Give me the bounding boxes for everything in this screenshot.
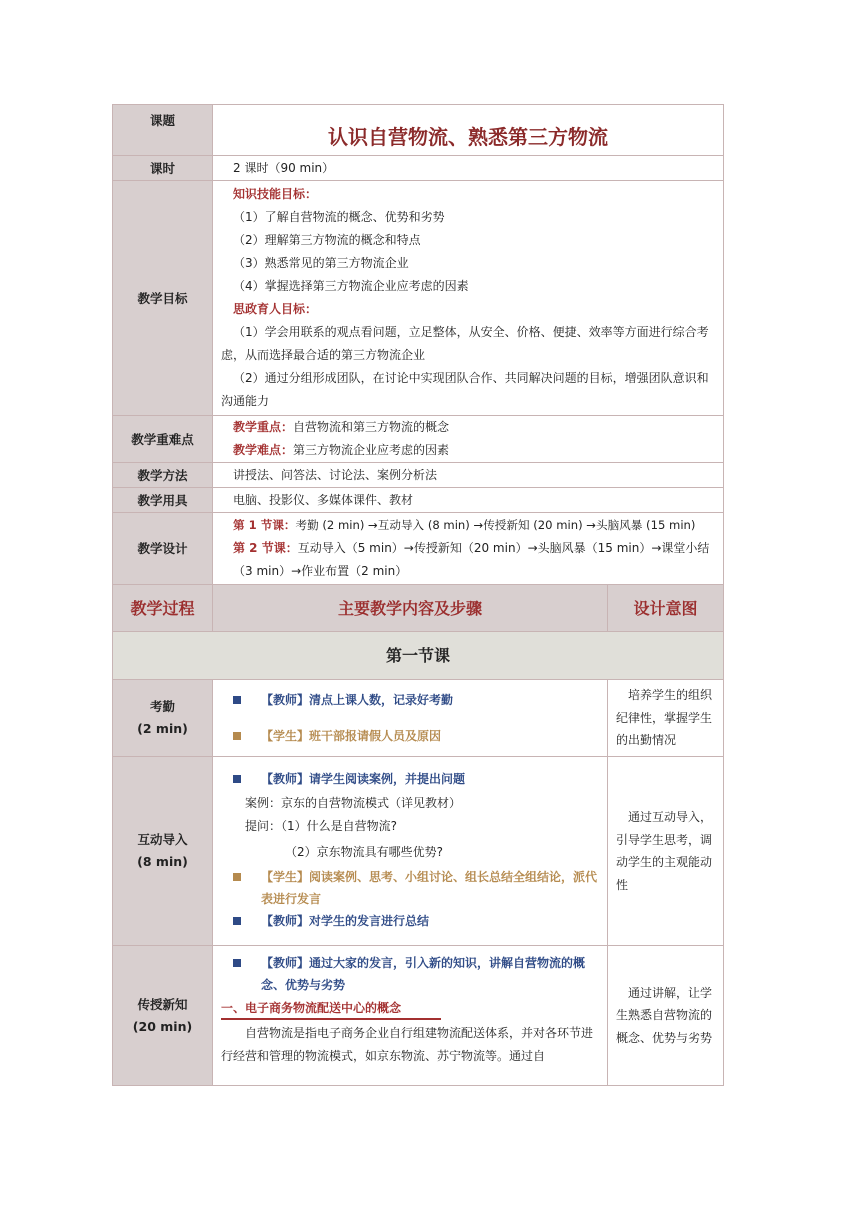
ideology-item: （1）学会用联系的观点看问题，立足整体，从安全、价格、便捷、效率等方面进行综合考虑，从而选择最合适的第三方物流企业 [221,325,709,362]
bullet-icon [233,917,241,925]
lesson-plan-table [112,104,724,1086]
keypoints-row [113,416,724,463]
intro-q2: （2）京东物流具有哪些优势? [285,844,444,859]
design-l1-label: 第 1 节课： [233,518,296,532]
intro-intent: 通过互动导入，引导学生思考，调动学生的主观能动性 [608,757,724,946]
title-row [113,105,724,156]
keypoints-content [213,416,724,463]
hours-row [113,156,724,181]
intro-time: (8 min) [137,854,188,869]
intro-label: 互动导入 [137,832,188,847]
key-point-label: 教学重点： [233,420,294,434]
intro-q1: （1）什么是自营物流? [281,819,398,834]
new-knowledge-content [213,946,608,1086]
intro-student: 【学生】阅读案例、思考、小组讨论、组长总结全组结论，派代表进行发言 [261,870,598,907]
design-content [213,513,724,585]
knowledge-item: （1）了解自营物流的概念、优势和劣势 [233,210,445,224]
new-knowledge-intent: 通过讲解，让学生熟悉自营物流的概念、优势与劣势 [608,946,724,1086]
key-point-text: 自营物流和第三方物流的概念 [293,420,450,434]
attendance-label: 考勤 [149,699,175,714]
new-knowledge-subheading: 一、电子商务物流配送中心的概念 [221,998,441,1020]
design-l2-text: 互动导入（5 min）→传授新知（20 min）→头脑风暴（15 min）→课堂小结（3 min）→作业布置（2 min） [233,541,710,578]
bullet-icon [233,732,241,740]
knowledge-heading: 知识技能目标： [233,187,318,201]
new-knowledge-label: 传授新知 [137,996,188,1012]
tools-label: 教学用具 [113,488,213,513]
method-row [113,463,724,488]
new-knowledge-row [113,946,724,1086]
design-row [113,513,724,585]
attendance-content [213,680,608,757]
attendance-student: 【学生】班干部报请假人员及原因 [261,729,442,743]
goals-content [213,181,724,416]
design-l1-text: 考勤 (2 min) →互动导入 (8 min) →传授新知 (20 min) →头脑风暴 (15 min) [295,518,696,532]
process-header-row [113,585,724,632]
hours-label: 课时 [113,156,213,181]
attendance-row [113,680,724,757]
bullet-icon [233,696,241,704]
intro-label-cell [113,757,213,946]
intro-row [113,757,724,946]
bullet-icon [233,775,241,783]
process-col-content: 主要教学内容及步骤 [213,585,608,632]
bullet-icon [233,959,241,967]
attendance-intent: 培养学生的组织纪律性，掌握学生的出勤情况 [608,680,724,757]
tools-text: 电脑、投影仪、多媒体课件、教材 [213,488,724,513]
intro-case: 案例：京东的自营物流模式（详见教材） [245,795,462,810]
section-row [113,632,724,680]
section-title: 第一节课 [113,632,724,680]
bullet-icon [233,873,241,881]
process-col-stage: 教学过程 [113,585,213,632]
goals-label: 教学目标 [113,181,213,416]
difficult-label: 教学难点： [233,443,294,457]
new-knowledge-teacher: 【教师】通过大家的发言，引入新的知识，讲解自营物流的概念、优势与劣势 [261,956,586,992]
keypoints-label: 教学重难点 [113,416,213,463]
process-col-intent: 设计意图 [608,585,724,632]
attendance-teacher: 【教师】清点上课人数，记录好考勤 [261,693,454,707]
design-l2-label: 第 2 节课： [233,541,298,555]
method-text: 讲授法、问答法、讨论法、案例分析法 [213,463,724,488]
new-knowledge-body: 自营物流是指电子商务企业自行组建物流配送体系，并对各环节进行经营和管理的物流模式，如京东物流、苏宁物流等。通过自 [221,1026,594,1063]
method-label: 教学方法 [113,463,213,488]
intro-content [213,757,608,946]
lesson-title: 认识自营物流、熟悉第三方物流 [213,105,724,156]
topic-label: 课题 [113,105,213,156]
attendance-label-cell [113,680,213,757]
attendance-time: (2 min) [137,721,188,736]
ideology-heading: 思政育人目标： [233,302,318,316]
intro-teacher2: 【教师】对学生的发言进行总结 [261,914,430,929]
hours-value: 2 课时（90 min） [213,156,724,181]
intro-question-label: 提问： [245,819,282,834]
design-label: 教学设计 [113,513,213,585]
knowledge-item: （4）掌握选择第三方物流企业应考虑的因素 [233,279,469,293]
difficult-text: 第三方物流企业应考虑的因素 [293,443,450,457]
new-knowledge-time: (20 min) [132,1018,193,1034]
tools-row [113,488,724,513]
knowledge-item: （3）熟悉常见的第三方物流企业 [233,256,409,270]
goals-row [113,181,724,416]
new-knowledge-label-cell [113,946,213,1086]
knowledge-item: （2）理解第三方物流的概念和特点 [233,233,421,247]
intro-teacher: 【教师】请学生阅读案例，并提出问题 [261,772,466,787]
ideology-item: （2）通过分组形成团队，在讨论中实现团队合作、共同解决问题的目标，增强团队意识和沟通能力 [221,371,709,408]
